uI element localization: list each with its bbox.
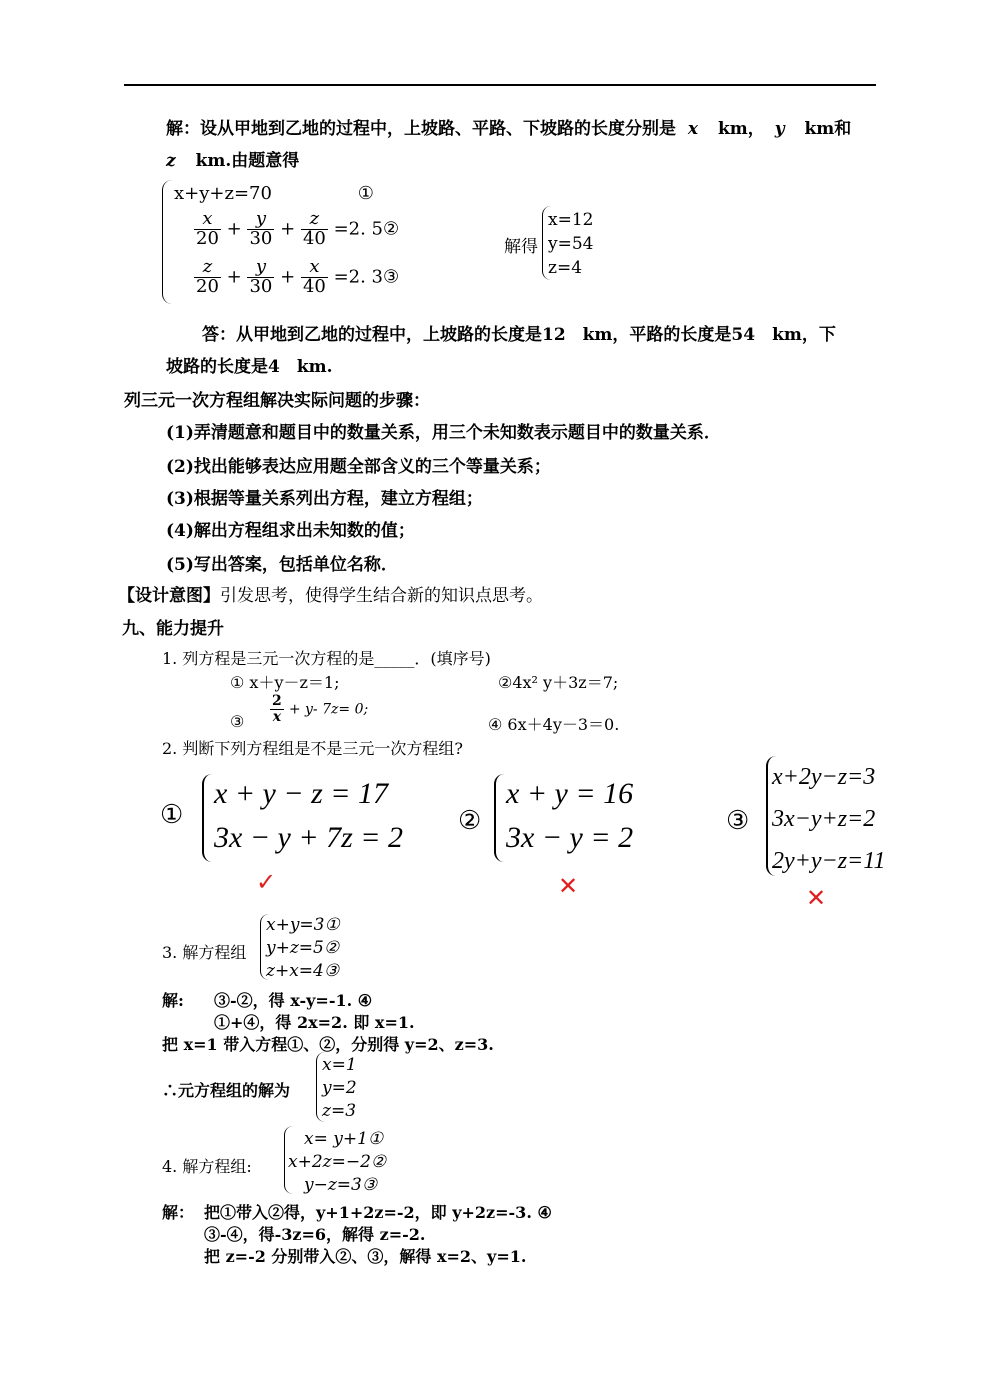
cross-mark-icon: ✕ bbox=[558, 872, 579, 900]
q2-sys1-mark: ① bbox=[160, 800, 184, 830]
answer-line1: 答：从甲地到乙地的过程中，上坡路的长度是12 km，平路的长度是54 km，下 bbox=[202, 325, 836, 345]
q3-solution-label: 解: bbox=[162, 991, 184, 1010]
q3-label: 3. 解方程组 bbox=[162, 943, 247, 962]
section9-title: 九、能力提升 bbox=[122, 619, 224, 639]
system1-eq2: $\frac{x}{20}$ + $\frac{y}{30}$ + $\frac{z}{40}$ =2. 5② bbox=[196, 208, 400, 249]
solution-intro-line2: z km.由题意得 bbox=[166, 151, 300, 171]
system1-eq3: $\frac{z}{20}$ + $\frac{y}{30}$ + $\frac{x}{40}$ =2. 3③ bbox=[196, 256, 400, 297]
q2-sys3-mark: ③ bbox=[726, 806, 750, 836]
steps-item: (3)根据等量关系列出方程，建立方程组； bbox=[166, 489, 483, 509]
check-mark-icon: ✓ bbox=[256, 868, 277, 896]
q2-sys3-equations: x+2y−z=3 3x−y+z=2 2y+y−z=11 bbox=[772, 764, 886, 874]
q3-equations: x+y=3① y+z=5② z+x=4③ bbox=[266, 915, 340, 981]
q1-option1: ① x＋y－z＝1; bbox=[230, 673, 340, 692]
header-rule bbox=[124, 84, 876, 86]
solved-label: 解得 bbox=[504, 237, 538, 257]
design-intent: 【设计意图】引发思考，使得学生结合新的知识点思考。 bbox=[118, 586, 543, 606]
q3-result-values: x=1 y=2 z=3 bbox=[322, 1055, 357, 1121]
q2-text: 2. 判断下列方程组是不是三元一次方程组? bbox=[162, 739, 463, 758]
solution-intro-line1: 解：设从甲地到乙地的过程中，上坡路、平路、下坡路的长度分别是 x km， y km和 bbox=[166, 119, 852, 139]
answer-line2: 坡路的长度是4 km. bbox=[166, 357, 333, 377]
steps-item: (1)弄清题意和题目中的数量关系，用三个未知数表示题目中的数量关系． bbox=[166, 423, 721, 443]
q4-equations: x= y+1① x+2z=−2② y−z=3③ bbox=[288, 1129, 387, 1195]
cross-mark-icon: ✕ bbox=[806, 884, 827, 912]
q3-solution-line: ①+④，得 2x=2. 即 x=1. bbox=[214, 1013, 415, 1032]
system1-brace bbox=[162, 180, 173, 304]
q4-solution-line: 把①带入②得，y+1+2z=-2，即 y+2z=-3. ④ bbox=[204, 1203, 552, 1222]
q4-solution-line: 把 z=-2 分别带入②、③，解得 x=2、y=1. bbox=[204, 1247, 527, 1266]
system1-eq1: x+y+z=70 ① bbox=[174, 183, 374, 204]
q3-result-label: ∴元方程组的解为 bbox=[162, 1081, 291, 1100]
q3-solution-line: 把 x=1 带入方程①、②，分别得 y=2、z=3. bbox=[162, 1035, 494, 1054]
q2-sys2-mark: ② bbox=[458, 806, 482, 836]
q4-solution-label: 解： bbox=[162, 1203, 195, 1222]
solution1-values: x=12 y=54 z=4 bbox=[548, 210, 594, 278]
q1-option3-mark: ③ bbox=[230, 712, 245, 731]
q2-sys1-equations: x + y − z = 17 3x − y + 7z = 2 bbox=[214, 777, 404, 854]
steps-item: (5)写出答案，包括单位名称． bbox=[166, 555, 398, 575]
q4-label: 4. 解方程组: bbox=[162, 1157, 252, 1176]
q1-option4: ④ 6x＋4y－3＝0. bbox=[488, 715, 620, 734]
steps-title: 列三元一次方程组解决实际问题的步骤： bbox=[124, 391, 430, 411]
q4-solution-line: ③-④，得-3z=6，解得 z=-2. bbox=[204, 1225, 426, 1244]
q1-text: 1. 列方程是三元一次方程的是_____．(填序号) bbox=[162, 649, 491, 668]
q1-option3: $\frac{2}{x}$ + y- 7z= 0; bbox=[272, 693, 369, 725]
q2-sys2-equations: x + y = 16 3x − y = 2 bbox=[506, 777, 634, 854]
q1-option2: ②4x² y＋3z＝7; bbox=[498, 673, 619, 692]
q3-solution-line: ③-②，得 x-y=-1. ④ bbox=[214, 991, 373, 1010]
steps-item: (4)解出方程组求出未知数的值； bbox=[166, 521, 415, 541]
steps-item: (2)找出能够表达应用题全部含义的三个等量关系； bbox=[166, 457, 551, 477]
